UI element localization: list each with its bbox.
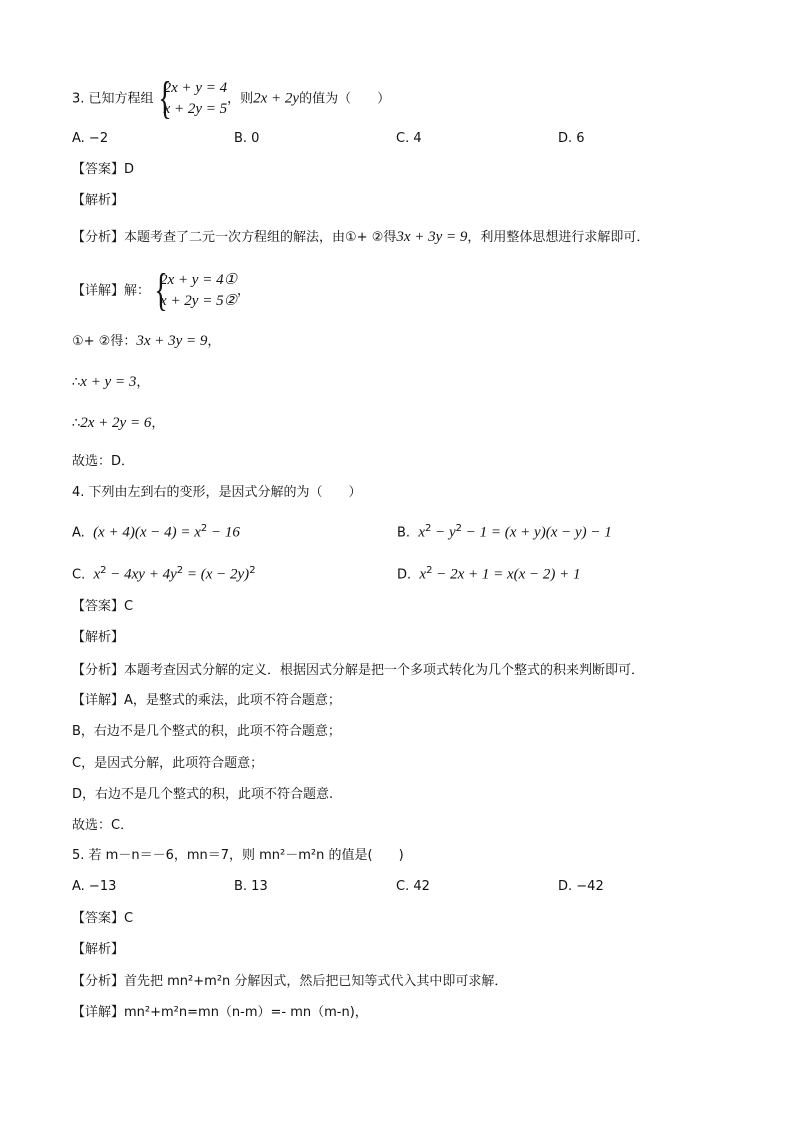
q3-conclusion: 故选：D． (72, 454, 135, 469)
q4-detail-c: C，是因式分解，此项符合题意； (72, 756, 264, 771)
q5-detail-label: 【详解】 (72, 1005, 125, 1020)
q5-option-b: B. 13 (234, 879, 268, 894)
q3-step1-prefix: ①+ ②得： (72, 334, 137, 349)
q3-analysis-label: 【解析】 (72, 193, 125, 208)
q4-option-d-expr-2: − 2x + 1 = x(x − 2) + 1 (432, 566, 581, 583)
q3-fenxi-label: 【分析】 (72, 230, 125, 245)
q4-option-d-exp: 2 (426, 565, 433, 576)
q3-step3-suffix: ， (151, 416, 165, 431)
q3-answer-label: 【答案】 (72, 162, 125, 177)
q4-detail-a: A，是整式的乘法，此项不符合题意； (124, 693, 341, 708)
q3-eq2: x + 2y = 5 (163, 101, 228, 117)
q3-step1 (72, 331, 220, 352)
q4-option-d-label: D. (397, 567, 412, 583)
q5-option-c: C. 42 (396, 879, 430, 894)
q5-stem: 5. 若 m－n＝－6，mn＝7，则 mn²－m²n 的值是( ) (72, 848, 404, 863)
q3-step1-expr: 3x + 3y = 9 (136, 333, 208, 349)
q3-option-b: B. 0 (234, 131, 260, 146)
q3-detail-eq2: x + 2y = 5② (160, 293, 238, 309)
q4-option-d (397, 561, 581, 585)
q3-detail-eq1: 2x + y = 4① (160, 272, 238, 288)
q3-expr: 2x + 2y (253, 90, 300, 107)
q3-answer (72, 160, 134, 180)
q4-option-b-expr-1: x (418, 524, 425, 541)
q4-fenxi-label: 【分析】 (72, 663, 125, 678)
q4-option-c-expr-1: x (93, 566, 101, 583)
q4-option-c-expr-2: − 4xy + 4y (106, 566, 177, 583)
q4-fenxi-text: 本题考查因式分解的定义．根据因式分解是把一个多项式转化为几个整式的积来判断即可． (124, 663, 645, 678)
q3-detail-comma: ， (237, 283, 251, 299)
q3-fenxi-expr: 3x + 3y = 9 (396, 229, 468, 245)
q3-suffix: 的值为（ ） (299, 91, 391, 107)
q4-detail-label: 【详解】 (72, 693, 125, 708)
q4-option-c-label: C. (72, 567, 86, 583)
q4-option-c-exp-2: 2 (176, 565, 184, 576)
q5-option-a: A. −13 (72, 879, 117, 894)
q4-option-c (72, 561, 256, 585)
q3-step2-suffix: ， (136, 375, 150, 390)
q4-answer-value: C (124, 599, 134, 614)
q5-option-d: D. −42 (558, 879, 604, 894)
q4-conclusion: 故选：C． (72, 818, 134, 833)
q3-option-d: D. 6 (558, 131, 585, 146)
q3-detail-label: 【详解】 (72, 283, 125, 299)
q4-detail-d: D，右边不是几个整式的积，此项不符合题意. (72, 787, 334, 802)
q4-option-a-exp: 2 (200, 523, 208, 534)
q4-option-b-exp-1: 2 (425, 523, 432, 534)
q4-answer (72, 597, 133, 617)
q4-option-c-exp-1: 2 (100, 565, 107, 576)
therefore-icon: ∴ (72, 375, 81, 390)
q5-answer-label: 【答案】 (72, 911, 125, 926)
q4-stem: 4. 下列由左到右的变形，是因式分解的为（ ） (72, 485, 362, 500)
q3-stem (72, 72, 391, 123)
q5-answer-value: C (124, 911, 134, 926)
q4-option-d-expr-1: x (419, 566, 427, 583)
q3-detail-system (150, 264, 238, 315)
therefore-icon: ∴ (72, 416, 81, 431)
q5-answer (72, 909, 133, 929)
q3-option-c: C. 4 (396, 131, 422, 146)
q4-option-c-expr-3: = (x − 2y) (183, 566, 250, 583)
q4-option-c-exp-3: 2 (249, 565, 256, 576)
q4-option-b-expr-3: − 1 = (x + y)(x − y) − 1 (462, 524, 612, 541)
q4-answer-label: 【答案】 (72, 599, 125, 614)
q3-detail-prefix: 解： (124, 283, 151, 299)
q3-step3 (72, 413, 164, 434)
q4-analysis-label: 【解析】 (72, 630, 125, 645)
q4-option-b-label: B. (397, 525, 411, 541)
q4-detail-b: B，右边不是几个整式的积，此项不符合题意； (72, 724, 341, 739)
q5-detail-text: mn²+m²n=mn（n-m）=- mn（m-n)， (124, 1005, 368, 1020)
q3-mid: ，则 (227, 91, 254, 107)
q5-fenxi (72, 972, 507, 992)
q3-eq1: 2x + y = 4 (163, 80, 228, 96)
q5-fenxi-text: 首先把 mn²+m²n 分解因式，然后把已知等式代入其中即可求解． (124, 974, 508, 989)
q4-option-b-expr-2: − y (431, 524, 456, 541)
q4-option-a-label: A. (72, 525, 85, 541)
q4-fenxi (72, 661, 644, 681)
q3-brace-icon: { (157, 72, 172, 123)
q3-step2 (72, 372, 149, 393)
q3-prefix: 已知方程组 (88, 91, 154, 107)
q3-step3-expr: 2x + 2y = 6 (80, 415, 152, 431)
q4-option-a (72, 519, 240, 543)
q4-option-a-expr-2: − 16 (207, 524, 240, 541)
q3-step1-suffix: ， (207, 334, 221, 349)
q3-number: 3. (72, 91, 85, 107)
q4-option-b-exp-2: 2 (455, 523, 463, 534)
q5-fenxi-label: 【分析】 (72, 974, 125, 989)
q3-detail (72, 264, 251, 315)
q3-step2-expr: x + y = 3 (80, 374, 137, 390)
q3-fenxi (72, 227, 649, 248)
q3-fenxi-text1: 本题考查了二元一次方程组的解法，由①+ ②得 (124, 230, 397, 245)
q4-detail (72, 691, 341, 711)
q5-analysis-label: 【解析】 (72, 942, 125, 957)
q3-detail-brace-icon: { (154, 264, 168, 315)
q3-answer-value: D (124, 162, 135, 177)
q5-detail (72, 1003, 368, 1023)
q4-option-b (397, 519, 612, 543)
q3-system (154, 72, 228, 123)
q4-option-a-expr-1: (x + 4)(x − 4) = x (93, 524, 201, 541)
q3-option-a: A. −2 (72, 131, 109, 146)
q3-fenxi-text2: ，利用整体思想进行求解即可． (467, 230, 650, 245)
